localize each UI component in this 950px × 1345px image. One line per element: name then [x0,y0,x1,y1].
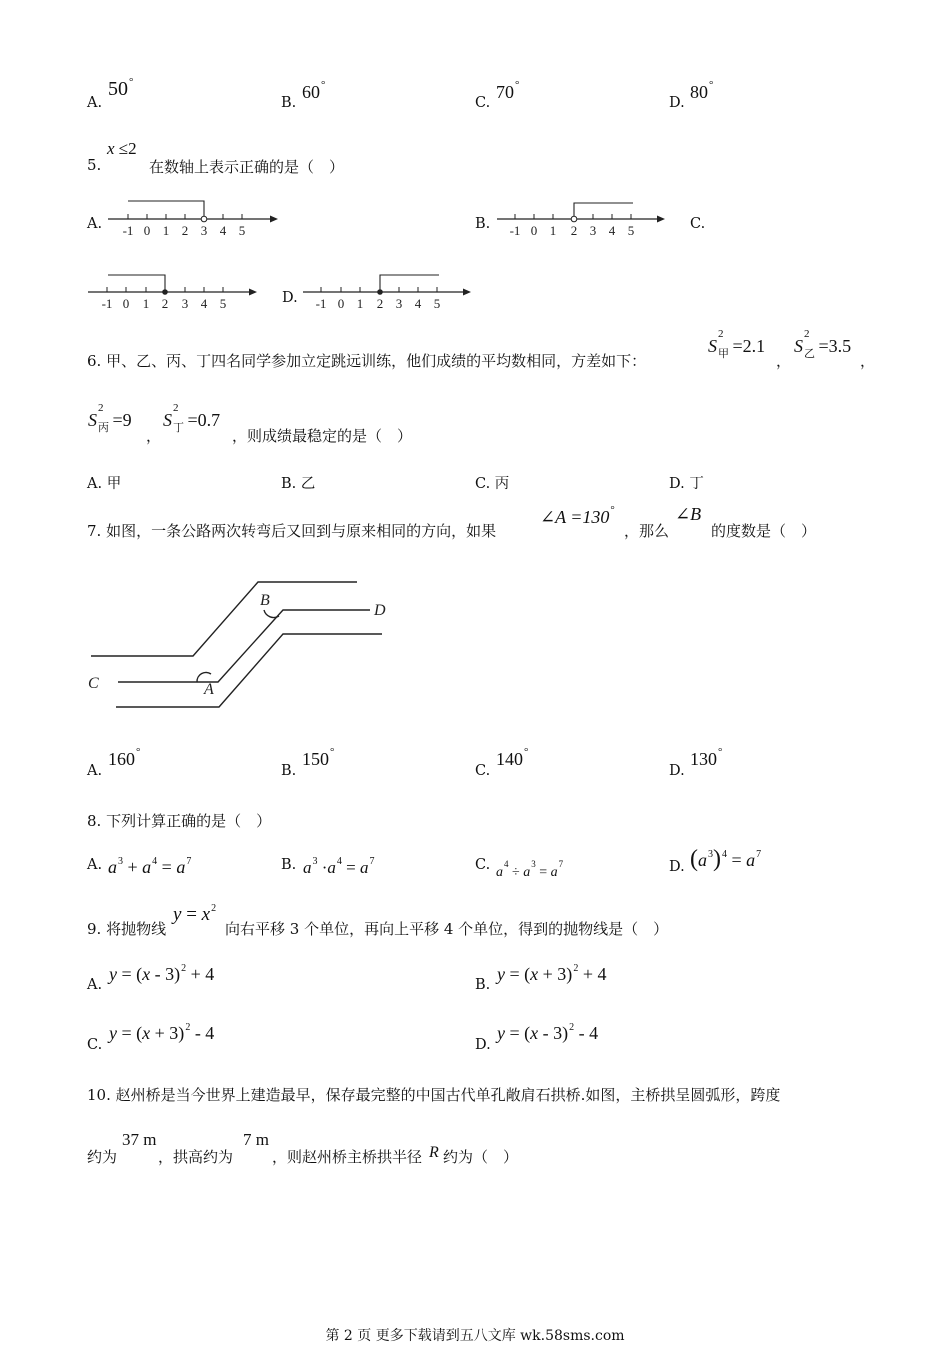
tick-label: 3 [589,223,597,238]
q10-question-mid: ，拱高约为 [158,1148,234,1166]
q8-option-d-label: D. [669,859,685,875]
q5-option-a-label: A. [87,216,103,232]
tick-label: 3 [200,223,208,238]
q10-radius-symbol: R [429,1144,439,1161]
q6-option-c: C. 丙 [475,476,510,492]
tick-label: 4 [219,223,227,238]
q10-question-post-b: 约为（ ） [443,1148,519,1166]
q5-question-text: 在数轴上表示正确的是（ ） [149,158,345,176]
q7-question-mid: ，那么 [624,522,670,540]
tick-label: 1 [549,223,557,238]
tick-label: -1 [509,223,521,238]
q4-option-a-value: 50° [108,76,134,100]
q8-option-b-label: B. [281,857,297,873]
q4-option-c-value: 70° [496,79,520,102]
q9-parabola-formula: $y = x^2$ [173,903,217,925]
tick-label: 5 [219,296,227,311]
q7-road-diagram [80,570,400,715]
tick-label: 1 [142,296,150,311]
tick-label: 4 [414,296,422,311]
q4-option-c-label: C. [475,95,491,111]
q4-option-d-label: D. [669,95,685,111]
tick-label: 2 [181,223,189,238]
label-c: C [88,675,99,692]
tick-label: 4 [200,296,208,311]
label-d: D [374,602,386,619]
q8-option-c-label: C. [475,857,491,873]
q8-option-c-formula: $a^4 \div a^3 = a^7$ [496,859,564,880]
q7-question-end: 的度数是（ ） [711,522,817,540]
q8-option-a-formula: $a^3 + a^4 = a^7$ [108,856,192,877]
q4-option-b-label: B. [281,95,297,111]
q9-option-b-label: B. [475,977,491,993]
q9-question-pre: 9. 将抛物线 [87,920,167,938]
tick-label: 2 [376,296,384,311]
q8-option-d-formula: $(a^3)^4 = a^7$ [690,846,762,872]
q8-question-text: 8. 下列计算正确的是（ ） [87,812,272,830]
q9-option-c-formula: $y = (x + 3)^2 - 4$ [109,1022,215,1043]
q6-question-text-2: ，则成绩最稳定的是（ ） [232,427,413,445]
road-center-line [118,610,370,682]
q6-option-a: A. 甲 [87,476,122,492]
q7-option-d-value: 130° [690,746,723,769]
q5-number-line-b [497,196,672,241]
q5-number-line-c [88,268,263,313]
q10-height-value: 7 m [243,1130,269,1149]
q6-variance-c: S 2 $_丙$ =9 [88,402,132,434]
q8-option-b-formula: $a^3 \cdot a^4 = a^7$ [303,856,375,877]
tick-label: 2 [161,296,169,311]
angle-b-arc [264,610,279,618]
q5-expression: x ≤2 [107,139,137,158]
label-a: A [204,681,214,698]
road-upper-edge [91,582,357,656]
q9-question-post: 向右平移 3 个单位，再向上平移 4 个单位，得到的抛物线是（ ） [225,920,669,938]
tick-label: 0 [143,223,151,238]
q9-option-a-label: A. [87,977,103,993]
tick-label: 1 [356,296,364,311]
q7-question-text: 7. 如图，一条公路两次转弯后又回到与原来相同的方向，如果 [87,522,497,540]
q5-option-d-label: D. [282,290,298,306]
tick-label: 0 [530,223,538,238]
q6-variance-d: S 2 $_丁$ =0.7 [163,402,221,434]
tick-label: 5 [238,223,246,238]
tick-label: 3 [395,296,403,311]
label-b: B [260,592,270,609]
q6-variance-b: S 2 $_乙$ =3.5 [794,328,852,360]
q4-option-d-value: 80° [690,79,714,102]
q10-question-pre: 约为 [87,1148,118,1166]
tick-label: 4 [608,223,616,238]
q8-option-a-label: A. [87,857,103,873]
q4-option-a-label: A. [87,95,103,111]
q6-variance-a: S 2 $_甲$ =2.1 [708,328,766,360]
q4-option-b-value: 60° [302,79,326,102]
q6-question-text: 6. 甲、乙、丙、丁四名同学参加立定跳远训练，他们成绩的平均数相同，方差如下： [87,352,647,370]
tick-label: 5 [627,223,635,238]
q7-angle-a: ∠A =130° [540,504,615,527]
q5-option-c-label: C. [690,216,706,232]
q10-question-post-a: ，则赵州桥主桥拱半径 [272,1148,423,1166]
q7-option-a-value: 160° [108,746,141,769]
q7-option-a-label: A. [87,763,103,779]
q7-angle-b: ∠B [675,504,702,524]
q9-option-b-formula: $y = (x + 3)^2 + 4$ [497,963,607,984]
q9-option-d-formula: y = (x - 3)$^2$ - 4 [497,1022,599,1043]
q7-option-d-label: D. [669,763,685,779]
tick-label: 5 [433,296,441,311]
q10-question-line-1: 10. 赵州桥是当今世界上建造最早，保存最完整的中国古代单孔敞肩石拱桥.如图，主桥拱呈圆弧形，跨度 [87,1086,781,1104]
tick-label: 3 [181,296,189,311]
q7-option-b-label: B. [281,763,297,779]
tick-label: 2 [570,223,578,238]
tick-label: -1 [122,223,134,238]
q9-option-c-label: C. [87,1037,103,1053]
q5-number: 5. [87,156,102,174]
q6-option-b: B. 乙 [281,476,316,492]
q7-option-c-label: C. [475,763,491,779]
tick-label: 1 [162,223,170,238]
tick-label: -1 [315,296,327,311]
tick-label: -1 [101,296,113,311]
q10-span-value: 37 m [122,1130,157,1149]
tick-label: 0 [337,296,345,311]
q9-option-a-formula: y = (x - 3)$^2$ + 4 [109,963,215,984]
page-footer: 第 2 页 更多下载请到五八文库 wk.58sms.com [325,1328,625,1344]
road-lower-edge [116,634,382,707]
tick-label: 0 [122,296,130,311]
q7-option-c-value: 140° [496,746,529,769]
q5-number-line-d [303,268,478,313]
q6-option-d: D. 丁 [669,476,704,492]
q9-option-d-label: D. [475,1037,491,1053]
q7-option-b-value: 150° [302,746,335,769]
q5-number-line-a [108,196,283,241]
q5-option-b-label: B. [475,216,491,232]
